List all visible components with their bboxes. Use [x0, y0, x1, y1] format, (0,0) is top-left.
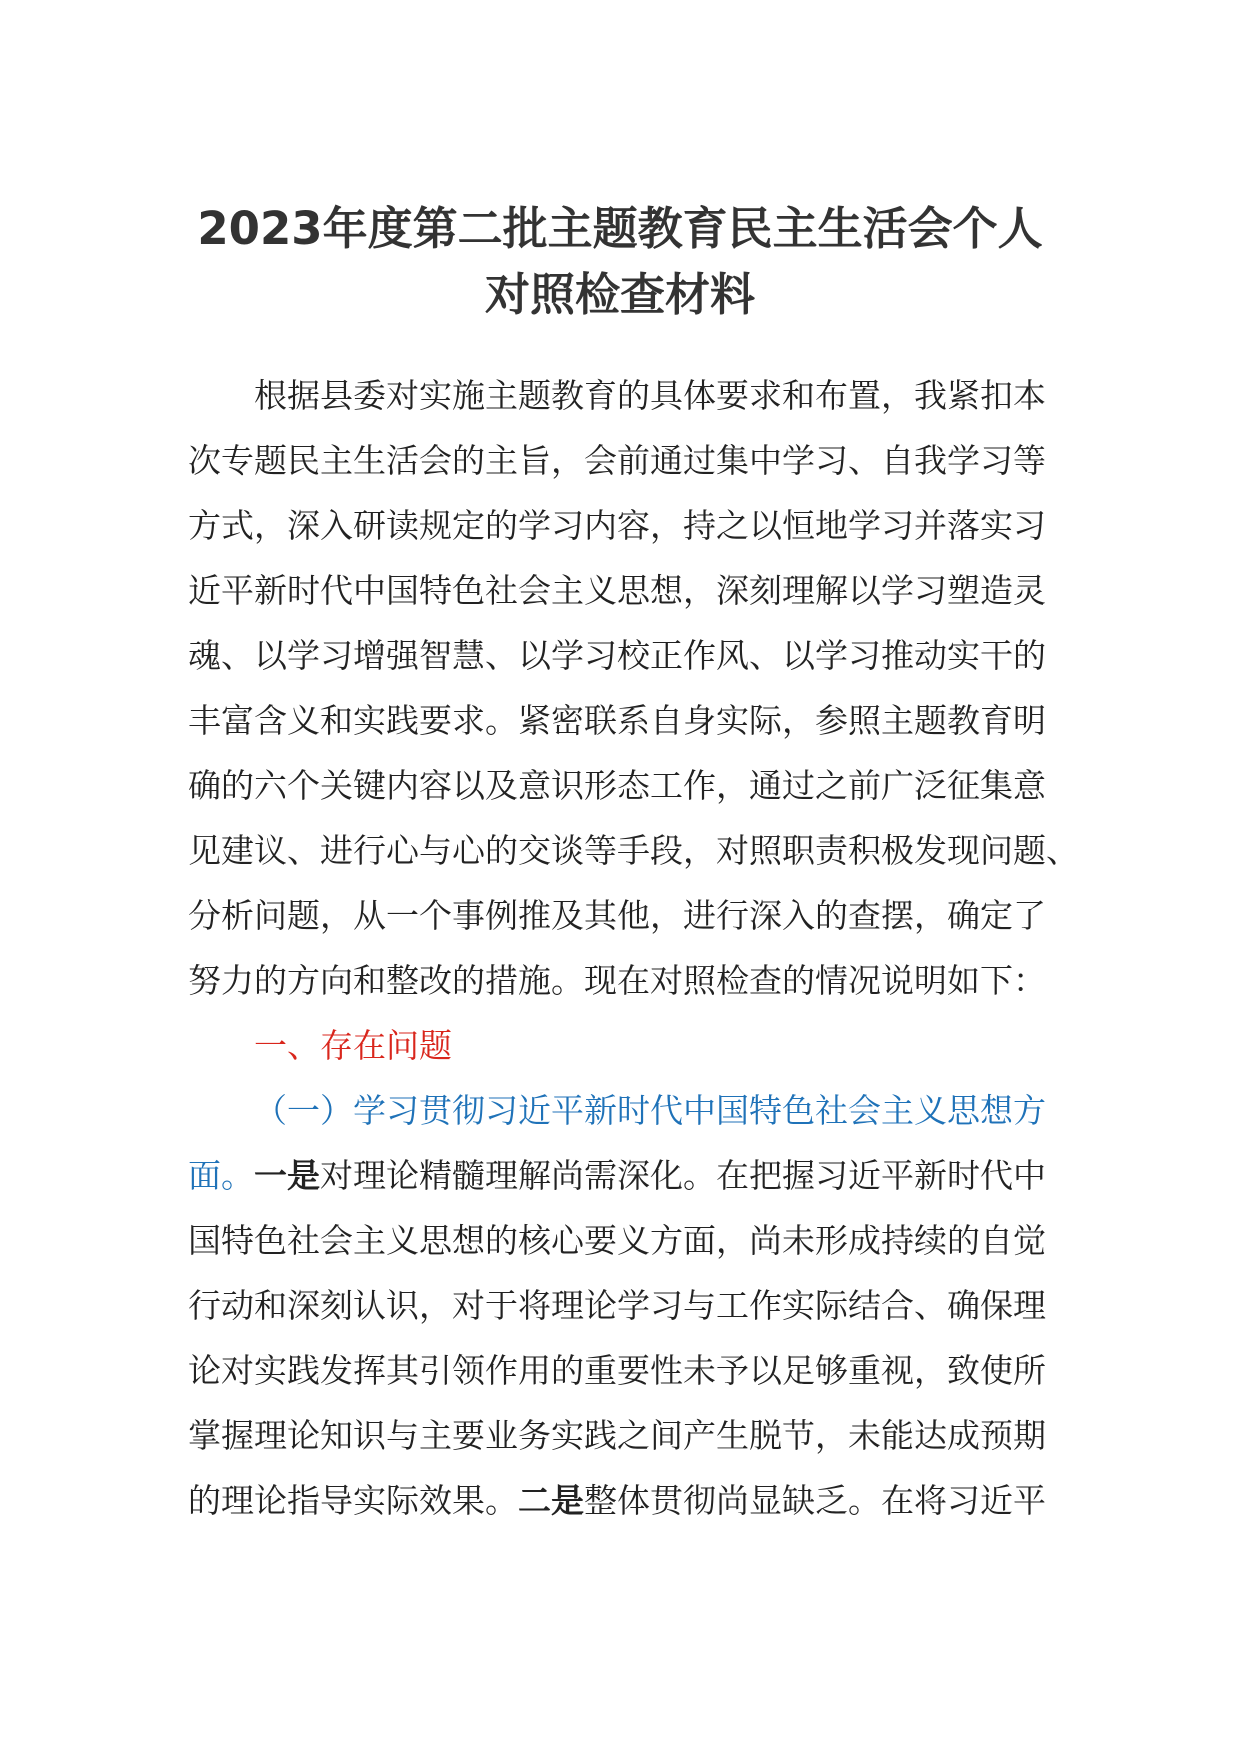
- title-line-2: 对照检查材料: [484, 268, 755, 321]
- intro-line: 魂、以学习增强智慧、以学习校正作风、以学习推动实干的: [188, 636, 1046, 675]
- body-line: 国特色社会主义思想的核心要义方面，尚未形成持续的自觉: [188, 1221, 1046, 1260]
- document-title: [150, 196, 1090, 328]
- intro-line: 近平新时代中国特色社会主义思想，深刻理解以学习塑造灵: [188, 571, 1046, 610]
- intro-line: 根据县委对实施主题教育的具体要求和布置，我紧扣本: [254, 376, 1046, 415]
- intro-line: 努力的方向和整改的措施。现在对照检查的情况说明如下：: [188, 961, 1046, 1000]
- document-body: [188, 363, 1079, 1533]
- intro-line: 见建议、进行心与心的交谈等手段，对照职责积极发现问题、: [188, 831, 1079, 870]
- intro-line: 分析问题，从一个事例推及其他，进行深入的查摆，确定了: [188, 896, 1046, 935]
- intro-line: 方式，深入研读规定的学习内容，持之以恒地学习并落实习: [188, 506, 1046, 545]
- section-heading-problems: 一、存在问题: [254, 1026, 452, 1065]
- subsection-1-first-line: [188, 1143, 1050, 1208]
- subsection-heading-1: （一）学习贯彻习近平新时代中国特色社会主义思想方: [254, 1091, 1046, 1130]
- intro-line: 丰富含义和实践要求。紧密联系自身实际，参照主题教育明: [188, 701, 1046, 740]
- last-line-text-1: 的理论指导实际效果。: [188, 1481, 518, 1520]
- point-1-text: 对理论精髓理解尚需深化。在把握习近平新时代中: [320, 1156, 1046, 1195]
- body-line: 掌握理论知识与主要业务实践之间产生脱节，未能达成预期: [188, 1416, 1046, 1455]
- body-line: 论对实践发挥其引领作用的重要性未予以足够重视，致使所: [188, 1351, 1046, 1390]
- point-2-label: 二是: [518, 1481, 584, 1520]
- subsection-heading-1-end: 面。: [188, 1156, 254, 1195]
- body-line-last: [188, 1468, 1050, 1533]
- point-1-label: 一是: [254, 1156, 320, 1195]
- intro-line: 次专题民主生活会的主旨，会前通过集中学习、自我学习等: [188, 441, 1046, 480]
- intro-line: 确的六个关键内容以及意识形态工作，通过之前广泛征集意: [188, 766, 1046, 805]
- body-line: 行动和深刻认识，对于将理论学习与工作实际结合、确保理: [188, 1286, 1046, 1325]
- title-line-1: 2023年度第二批主题教育民主生活会个人: [197, 202, 1043, 255]
- last-line-text-2: 整体贯彻尚显缺乏。在将习近平: [584, 1481, 1046, 1520]
